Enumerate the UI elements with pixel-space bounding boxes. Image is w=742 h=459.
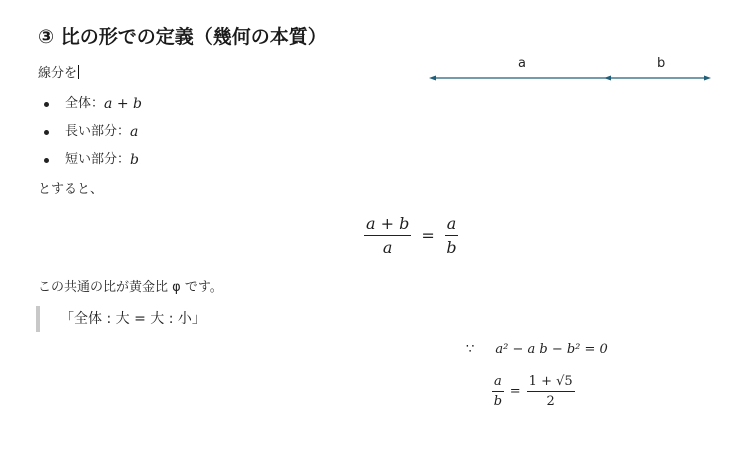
ratio-fraction — [492, 374, 504, 409]
segment-parts-list — [44, 90, 142, 174]
segment-label-b: b — [657, 56, 666, 71]
bullet-label: 全体： — [65, 96, 105, 111]
blockquote — [36, 306, 206, 332]
then-text: とすると、 — [38, 182, 104, 197]
rhs-numerator: a — [446, 214, 457, 233]
because-line — [466, 338, 608, 357]
lhs-denominator: a — [382, 238, 393, 257]
bullet-expr: a + b — [104, 96, 142, 112]
list-item — [44, 90, 142, 118]
list-item — [44, 146, 142, 174]
bullet-label: 長い部分： — [65, 124, 131, 139]
bullet-expr: b — [130, 152, 139, 168]
rhs-fraction — [445, 214, 459, 257]
equals-sign: = — [509, 384, 521, 399]
segment-label-a: a — [518, 56, 526, 71]
bullet-expr: a — [130, 124, 139, 140]
intro-text: 線分を — [38, 66, 78, 81]
ratio-denominator: b — [493, 394, 503, 409]
phi-denominator: 2 — [546, 394, 555, 409]
arrow-left-icon — [429, 76, 436, 81]
bullet-dot-icon — [44, 102, 49, 107]
equals-sign: = — [421, 226, 435, 245]
segment-lines — [0, 0, 742, 100]
phi-numerator: 1 + √5 — [528, 374, 573, 389]
bullet-dot-icon — [44, 158, 49, 163]
arrow-right-icon — [704, 76, 711, 81]
rhs-denominator: b — [446, 238, 457, 257]
phi-value-fraction — [527, 374, 575, 409]
text-cursor — [78, 65, 79, 79]
segment-diagram — [0, 0, 742, 100]
ratio-numerator: a — [494, 374, 502, 389]
because-symbol: ∵ — [466, 342, 475, 357]
quote-text: 「全体 : 大 = 大 : 小」 — [60, 311, 206, 327]
bullet-dot-icon — [44, 130, 49, 135]
lhs-fraction — [364, 214, 411, 257]
lhs-numerator: a + b — [366, 214, 410, 233]
golden-ratio-equation — [492, 374, 575, 409]
arrow-mid-icon — [604, 76, 611, 81]
intro-line[interactable] — [38, 62, 79, 81]
page-heading: ③ 比の形での定義（幾何の本質） — [38, 26, 327, 48]
quadratic-equation: a² − a b − b² = 0 — [495, 342, 608, 357]
list-item — [44, 118, 142, 146]
main-equation — [364, 214, 458, 257]
ratio-text: この共通の比が黄金比 φ です。 — [38, 280, 223, 295]
bullet-label: 短い部分： — [65, 152, 131, 167]
